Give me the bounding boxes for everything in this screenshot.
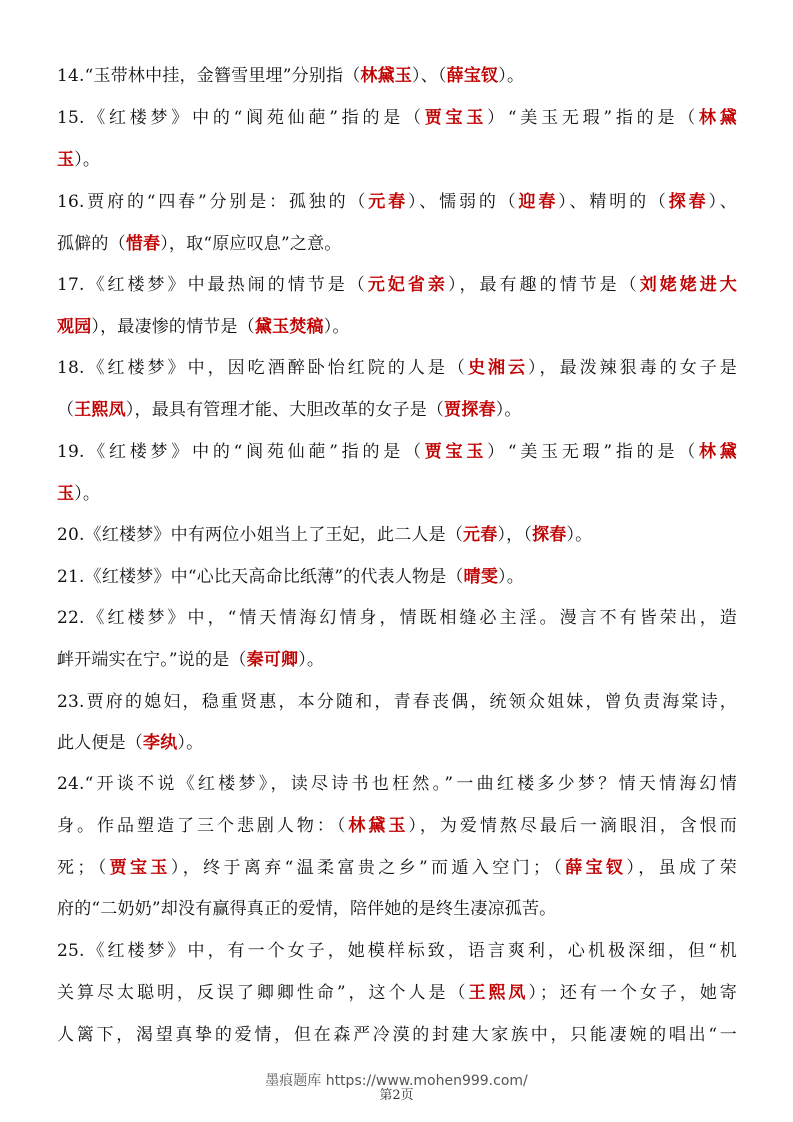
question-text: 人篱下，渴望真挚的爱情，但在森严冷漠的封建大家族中，只能凄婉的唱出“一: [57, 1025, 737, 1045]
answer-text: 元春: [368, 192, 408, 212]
question-text: ），最有趣的情节是（: [447, 275, 640, 295]
text-line: [57, 731, 737, 757]
question-text: ）。: [495, 400, 522, 420]
question-text: ）；还有一个女子，她寄: [528, 983, 737, 1003]
question-text: 18.《红楼梦》中，因吃酒醉卧怡红院的人是（: [57, 358, 468, 378]
question-text: ）、懦弱的（: [407, 192, 519, 212]
question-text: ）。: [177, 733, 204, 753]
answer-text: 探春: [532, 525, 567, 545]
question-text: 府的“二奶奶”却没有赢得真正的爱情，陪伴她的是终生凄凉孤苦。: [57, 899, 557, 919]
question-text: 21.《红楼梦》中“心比天高命比纸薄”的代表人物是（: [57, 567, 464, 587]
question-text: 此人便是（: [57, 733, 143, 753]
question-text: ），最凄惨的情节是（: [91, 317, 255, 337]
text-line: [57, 356, 737, 382]
question-text: ），终于离弃“温柔富贵之乡”而遁入空门；（: [170, 858, 566, 878]
answer-text: 贾宝玉: [424, 442, 488, 462]
question-text: ）、（: [412, 66, 447, 86]
answer-text: 薛宝钗: [446, 66, 499, 86]
question-text: 身。作品塑造了三个悲剧人物：（: [57, 816, 349, 836]
answer-text: 玉: [57, 150, 75, 170]
question-text: ）“美玉无瑕”指的是（: [487, 108, 699, 128]
question-text: ），虽成了荣: [626, 858, 737, 878]
text-line: [57, 856, 737, 882]
question-text: 孤僻的（: [57, 234, 126, 254]
answer-text: 史湘云: [467, 358, 529, 378]
answer-text: 林黛: [699, 108, 737, 128]
question-text: ）、: [708, 192, 737, 212]
answer-text: 林黛玉: [348, 816, 409, 836]
answer-text: 惜春: [125, 234, 161, 254]
text-line: [57, 398, 737, 424]
answer-text: 薛宝钗: [565, 858, 627, 878]
answer-text: 刘姥姥进大: [639, 275, 737, 295]
question-text: 关算尽太聪明，反误了卿卿性命”，这个人是（: [57, 983, 469, 1003]
question-text: 25.《红楼梦》中，有一个女子，她模样标致，语言爽利，心机极深细，但“机: [57, 941, 737, 961]
question-text: 衅开端实在宁。”说的是（: [57, 650, 247, 670]
question-text: ）“美玉无瑕”指的是（: [487, 442, 699, 462]
answer-text: 黛玉焚稿: [254, 317, 324, 337]
question-text: 死；（: [57, 858, 110, 878]
text-line: [57, 106, 737, 132]
question-text: ）。: [74, 150, 101, 170]
text-line: [57, 772, 737, 798]
text-line: [57, 814, 737, 840]
answer-text: 李纨: [143, 733, 178, 753]
answer-text: 观园: [57, 317, 92, 337]
question-text: 22.《红楼梦》中，“情天情海幻情身，情既相缝必主淫。漫言不有皆荣出，造: [57, 608, 737, 628]
question-text: 15.《红楼梦》中的“阆苑仙葩”指的是（: [57, 108, 425, 128]
question-text: 20.《红楼梦》中有两位小姐当上了王妃，此二人是（: [57, 525, 464, 545]
text-line: [57, 648, 737, 674]
text-line: [57, 440, 737, 466]
question-text: 14.“玉带林中挂，金簪雪里埋”分别指（: [57, 66, 361, 86]
question-text: ），（: [497, 525, 533, 545]
question-text: ）。: [498, 567, 524, 587]
question-text: 24.“开谈不说《红楼梦》，读尽诗书也枉然。”一曲红楼多少梦？情天情海幻情: [57, 774, 737, 794]
question-text: 19.《红楼梦》中的“阆苑仙葩”指的是（: [57, 442, 425, 462]
text-line: [57, 690, 737, 716]
page-number: 第2页: [379, 1088, 414, 1103]
answer-text: 王熙凤: [74, 400, 126, 420]
question-text: ），最具有管理才能、大胆改革的女子是（: [125, 400, 445, 420]
answer-text: 林黛玉: [360, 66, 413, 86]
answer-text: 王熙凤: [468, 983, 529, 1003]
question-text: 16.贾府的“四春”分别是：孤独的（: [57, 192, 369, 212]
text-line: [57, 981, 737, 1007]
question-text: ），为爱情熬尽最后一滴眼泪，含恨而: [408, 816, 737, 836]
answer-text: 贾宝玉: [424, 108, 488, 128]
answer-text: 林黛: [699, 442, 737, 462]
question-text: 17.《红楼梦》中最热闹的情节是（: [57, 275, 368, 295]
question-text: 23.贾府的媳妇，稳重贤惠，本分随和，青春丧偶，统领众姐妹，曾负责海棠诗，: [57, 692, 737, 712]
text-line: [57, 148, 737, 174]
answer-text: 贾宝玉: [109, 858, 171, 878]
question-text: ）。: [498, 66, 525, 86]
question-text: ）。: [298, 650, 325, 670]
text-line: [57, 273, 737, 299]
question-text: ）、精明的（: [558, 192, 669, 212]
answer-text: 晴雯: [463, 567, 499, 587]
answer-text: 元妃省亲: [367, 275, 448, 295]
answer-text: 秦可卿: [246, 650, 299, 670]
question-text: ）。: [323, 317, 350, 337]
text-line: [57, 64, 737, 90]
text-line: [57, 565, 737, 591]
text-line: [57, 482, 737, 508]
question-text: ），取“原应叹息”之意。: [160, 234, 342, 254]
footer-watermark: 墨痕题库 https://www.mohen999.com/: [265, 1073, 528, 1089]
text-line: [57, 1023, 737, 1049]
answer-text: 迎春: [518, 192, 559, 212]
text-line: [57, 190, 737, 216]
question-text: （: [57, 400, 75, 420]
question-text: ），最泼辣狠毒的女子是: [528, 358, 737, 378]
question-text: ）。: [74, 484, 101, 504]
text-line: [57, 939, 737, 965]
text-line: [57, 523, 737, 549]
text-line: [57, 315, 737, 341]
answer-text: 玉: [57, 484, 75, 504]
answer-text: 元春: [463, 525, 498, 545]
answer-text: 贾探春: [444, 400, 496, 420]
text-line: [57, 897, 737, 923]
text-line: [57, 606, 737, 632]
text-line: [57, 232, 737, 258]
answer-text: 探春: [668, 192, 709, 212]
question-text: ）。: [566, 525, 593, 545]
